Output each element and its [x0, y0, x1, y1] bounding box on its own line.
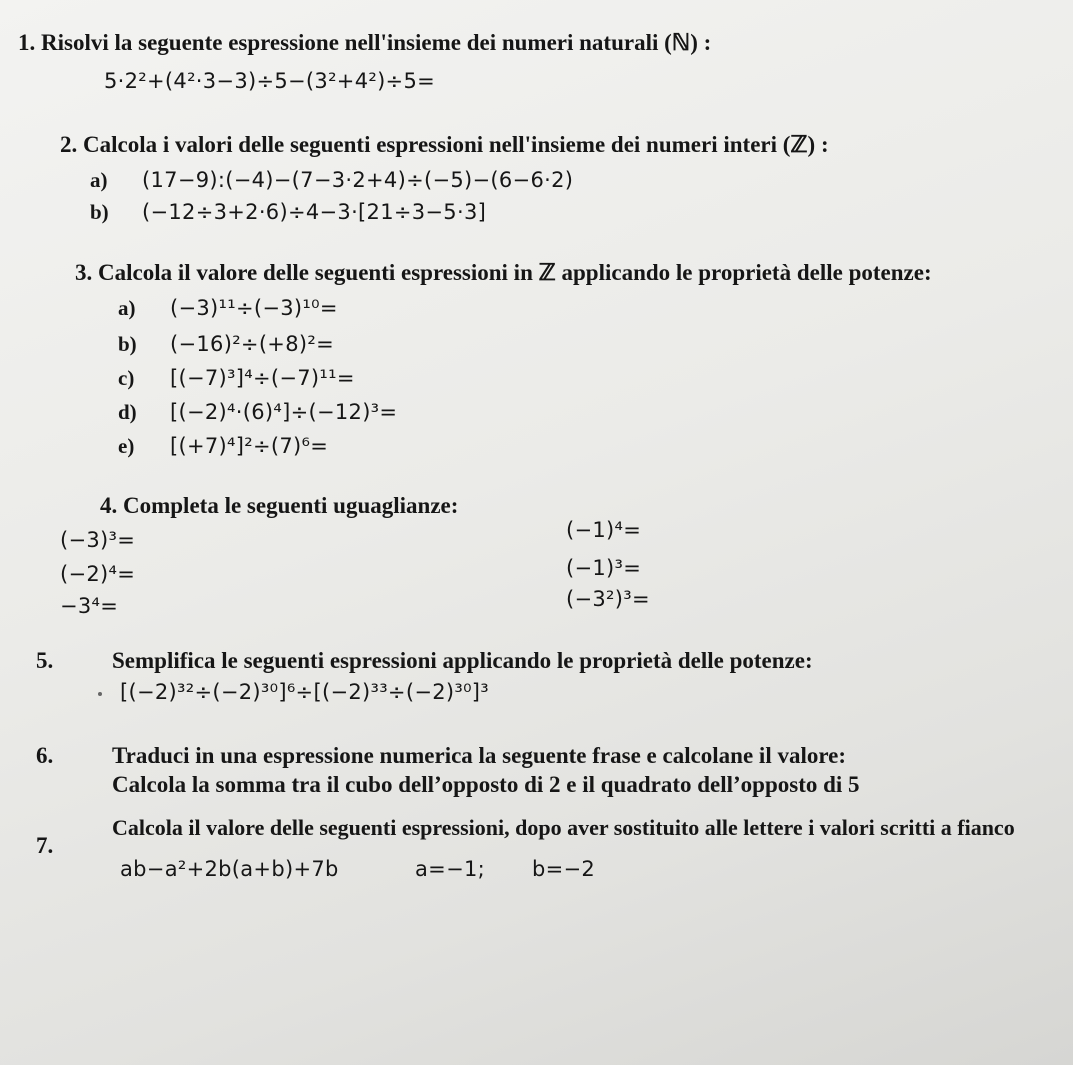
exercise-2-title: 2. Calcola i valori delle seguenti espressioni nell'insieme dei numeri interi (ℤ) : [60, 132, 829, 157]
exercise-7-b-value: b=−2 [532, 857, 596, 881]
exercise-3d [118, 400, 397, 425]
exercise-5-expression: [(−2)³²÷(−2)³⁰]⁶÷[(−2)³³÷(−2)³⁰]³ [120, 680, 490, 704]
exercise-6-title: Traduci in una espressione numerica la seguente frase e calcolane il valore: [112, 743, 847, 768]
exercise-2a-label: a) [90, 168, 108, 192]
exercise-4-right-2: (−1)³= [566, 556, 642, 580]
exercise-3-title: 3. Calcola il valore delle seguenti espressioni in ℤ applicando le proprietà delle potenze: [75, 260, 932, 285]
exercise-1-expression: 5·2²+(4²·3−3)÷5−(3²+4²)÷5= [104, 69, 436, 93]
exercise-4-left-3: −3⁴= [60, 594, 119, 618]
exercise-3d-label: d) [118, 400, 137, 424]
exercise-4-title: 4. Completa le seguenti uguaglianze: [100, 493, 459, 518]
exercise-2b-expression: (−12÷3+2·6)÷4−3·[21÷3−5·3] [142, 200, 487, 224]
exercise-4-left-1: (−3)³= [60, 528, 136, 552]
exercise-2a [90, 168, 573, 193]
exercise-3a-expression: (−3)¹¹÷(−3)¹⁰= [170, 296, 338, 320]
exercise-7-a-value: a=−1; [415, 857, 485, 881]
exercise-2a-expression: (17−9):(−4)−(7−3·2+4)÷(−5)−(6−6·2) [142, 168, 574, 192]
exercise-3e-label: e) [118, 434, 135, 458]
exercise-4-right-3: (−3²)³= [566, 587, 650, 611]
exercise-1-title: 1. Risolvi la seguente espressione nell'insieme dei numeri naturali (ℕ) : [18, 30, 712, 55]
exercise-7-title: Calcola il valore delle seguenti espressioni, dopo aver sostituito alle lettere i valori scritti a fianco [112, 815, 1015, 840]
exercise-7-expression: ab−a²+2b(a+b)+7b [120, 857, 339, 881]
exercise-2b-label: b) [90, 200, 109, 224]
exercise-3b-expression: (−16)²÷(+8)²= [170, 332, 334, 356]
exercise-3b [118, 332, 334, 357]
exercise-3e [118, 434, 328, 459]
exercise-3e-expression: [(+7)⁴]²÷(7)⁶= [170, 434, 329, 458]
exercise-6-number: 6. [36, 743, 54, 768]
exercise-3c-label: c) [118, 366, 135, 390]
exercise-4-right-1: (−1)⁴= [566, 518, 642, 542]
exercise-4-left-2: (−2)⁴= [60, 562, 136, 586]
exercise-6-sentence: Calcola la somma tra il cubo dell’opposto di 2 e il quadrato dell’opposto di 5 [112, 772, 860, 797]
exercise-3c-expression: [(−7)³]⁴÷(−7)¹¹= [170, 366, 355, 390]
exercise-3d-expression: [(−2)⁴·(6)⁴]÷(−12)³= [170, 400, 398, 424]
exercise-5-number: 5. [36, 648, 54, 673]
exercise-3b-label: b) [118, 332, 137, 356]
pencil-mark [98, 692, 102, 696]
exercise-3a-label: a) [118, 296, 136, 320]
exercise-7-number: 7. [36, 833, 54, 858]
exercise-3c [118, 366, 355, 391]
exercise-5-title: Semplifica le seguenti espressioni applicando le proprietà delle potenze: [112, 648, 813, 673]
exercise-3a [118, 296, 338, 321]
exercise-2b [90, 200, 486, 225]
